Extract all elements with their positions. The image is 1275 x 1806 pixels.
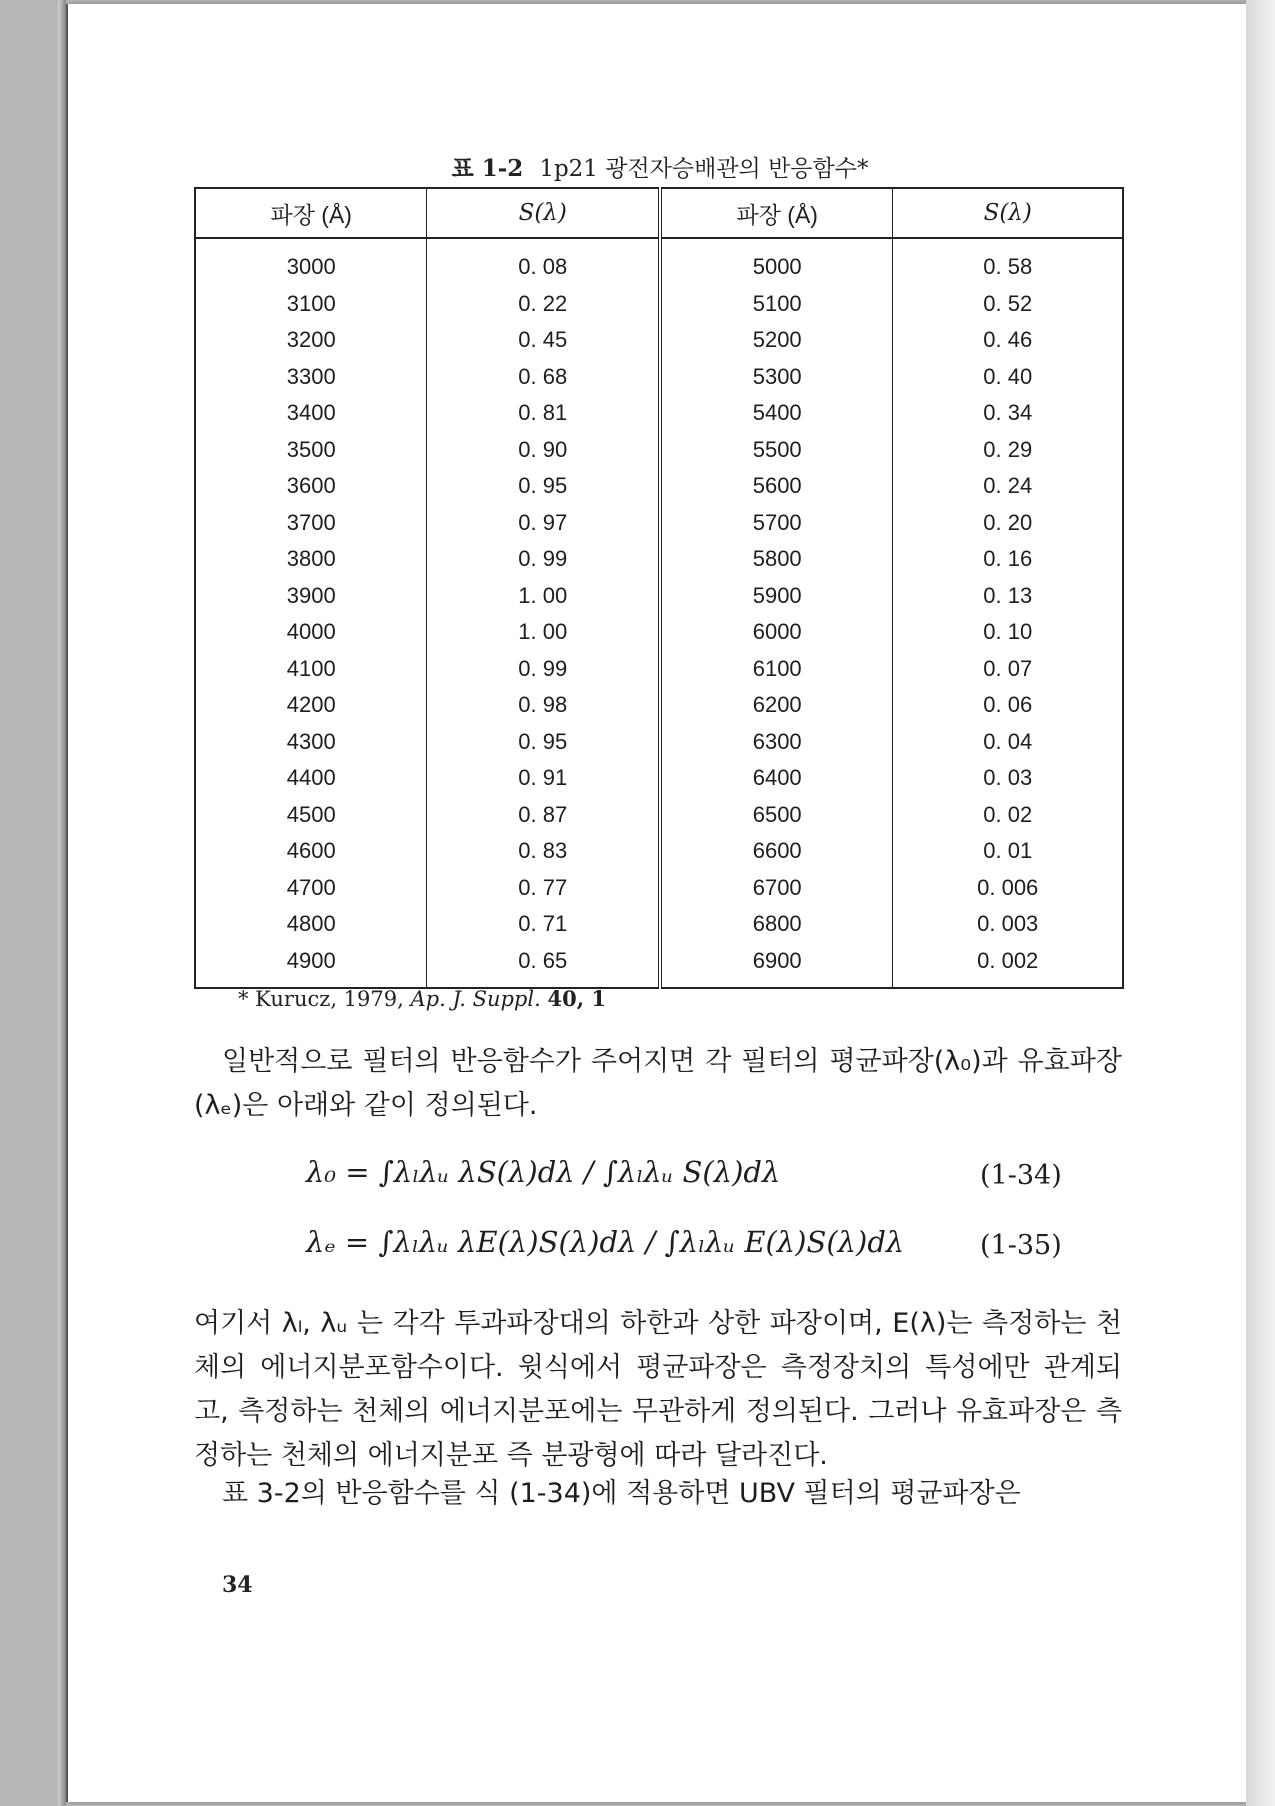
table-cell: 0. 95 (427, 468, 660, 505)
table-cell: 3300 (195, 359, 427, 396)
table-cell: 5300 (752, 363, 802, 389)
table-cell: 0. 22 (427, 286, 660, 323)
table-cell: 4800 (195, 906, 427, 943)
footnote-prefix: * Kurucz, 1979, (238, 987, 404, 1011)
table-cell: 0. 16 (893, 541, 1123, 578)
table-row (195, 906, 1123, 943)
table-row (195, 359, 1123, 396)
table-cell: 4700 (195, 870, 427, 907)
table-cell: 0. 87 (427, 797, 660, 834)
table-row (195, 541, 1123, 578)
table-cell: 6000 (752, 619, 802, 645)
table-cell: 0. 003 (893, 906, 1123, 943)
table-cell: 6100 (752, 655, 802, 681)
table-row (195, 395, 1123, 432)
header-wavelength-2: 파장 (Å) (660, 188, 893, 238)
table-row (195, 238, 1123, 286)
table-cell: 0. 98 (427, 687, 660, 724)
table-cell: 4000 (195, 614, 427, 651)
table-cell: 0. 91 (427, 760, 660, 797)
table-cell: 0. 24 (893, 468, 1123, 505)
table-cell: 3500 (195, 432, 427, 469)
table-cell: 0. 07 (893, 651, 1123, 688)
table-row (195, 578, 1123, 615)
table-footnote (238, 986, 606, 1011)
table-row (195, 651, 1123, 688)
table-cell: 3400 (195, 395, 427, 432)
table-cell: 0. 77 (427, 870, 660, 907)
table-cell: 3900 (195, 578, 427, 615)
table-cell: 3200 (195, 322, 427, 359)
table-cell: 0. 99 (427, 651, 660, 688)
table-cell: 5000 (752, 254, 802, 280)
equation-effective-wavelength: λₑ = ∫λₗλᵤ λE(λ)S(λ)dλ / ∫λₗλᵤ E(λ)S(λ)dλ (306, 1225, 905, 1259)
page-number: 34 (222, 1572, 253, 1598)
paragraph-definition: 일반적으로 필터의 반응함수가 주어지면 각 필터의 평균파장(λ₀)과 유효파장(λₑ)은 아래와 같이 정의된다. (194, 1046, 1122, 1121)
table-row (195, 870, 1123, 907)
table-cell: 4200 (195, 687, 427, 724)
table-cell: 5800 (752, 546, 802, 572)
table-cell: 0. 04 (893, 724, 1123, 761)
table-cell: 4500 (195, 797, 427, 834)
table-cell: 0. 52 (893, 286, 1123, 323)
table-cell: 0. 83 (427, 833, 660, 870)
table-row (195, 833, 1123, 870)
table-row (195, 322, 1123, 359)
table-row (195, 286, 1123, 323)
header-response-1: S(λ) (427, 188, 660, 238)
next-page-edge[interactable] (1246, 0, 1275, 1806)
table-cell: 0. 34 (893, 395, 1123, 432)
table-cell: 0. 46 (893, 322, 1123, 359)
table-caption-text: 1p21 광전자승배관의 반응함수* (539, 156, 869, 182)
table-cell: 0. 01 (893, 833, 1123, 870)
table-cell: 0. 81 (427, 395, 660, 432)
table-cell: 0. 40 (893, 359, 1123, 396)
paragraph-application: 표 3-2의 반응함수를 식 (1-34)에 적용하면 UBV 필터의 평균파장은 (222, 1478, 1021, 1509)
table-row (195, 468, 1123, 505)
table-cell: 5500 (752, 436, 802, 462)
table-cell: 1. 00 (427, 578, 660, 615)
table-cell: 0. 58 (893, 238, 1123, 286)
equation-mean-wavelength: λ₀ = ∫λₗλᵤ λS(λ)dλ / ∫λₗλᵤ S(λ)dλ (306, 1155, 781, 1189)
table-cell: 6200 (752, 692, 802, 718)
footnote-suffix: 40, 1 (547, 986, 606, 1011)
response-function-table (194, 187, 1124, 989)
table-caption (195, 150, 1125, 183)
header-wavelength-1: 파장 (Å) (195, 188, 427, 238)
table-cell: 0. 02 (893, 797, 1123, 834)
table-cell: 0. 13 (893, 578, 1123, 615)
table-cell: 4600 (195, 833, 427, 870)
table-cell: 3700 (195, 505, 427, 542)
table-cell: 0. 29 (893, 432, 1123, 469)
table-cell: 6700 (752, 874, 802, 900)
table-cell: 5900 (752, 582, 802, 608)
table-cell: 0. 20 (893, 505, 1123, 542)
table-cell: 5200 (752, 327, 802, 353)
table-cell: 6300 (752, 728, 802, 754)
table-cell: 4900 (195, 943, 427, 989)
table-caption-label: 표 1-2 (451, 155, 524, 182)
table-cell: 5400 (752, 400, 802, 426)
table-cell: 0. 08 (427, 238, 660, 286)
footnote-journal: Ap. J. Suppl. (410, 987, 541, 1011)
table-cell: 1. 00 (427, 614, 660, 651)
table-cell: 3100 (195, 286, 427, 323)
table-cell: 6400 (752, 765, 802, 791)
table-row (195, 505, 1123, 542)
table-row (195, 432, 1123, 469)
equation-number-1-35: (1-35) (980, 1230, 1062, 1261)
equation-number-1-34: (1-34) (980, 1160, 1062, 1191)
table-row (195, 943, 1123, 989)
table-cell: 0. 90 (427, 432, 660, 469)
table-cell: 6900 (660, 943, 893, 989)
table-cell: 4400 (195, 760, 427, 797)
table-cell: 0. 10 (893, 614, 1123, 651)
table-cell: 0. 006 (893, 870, 1123, 907)
table-cell: 6500 (752, 801, 802, 827)
table-cell: 0. 68 (427, 359, 660, 396)
paragraph-explanation: 여기서 λₗ, λᵤ 는 각각 투과파장대의 하한과 상한 파장이며, E(λ)는 측정하는 천체의 에너지분포함수이다. 윗식에서 평균파장은 측정장치의 특성에만 관계되고, 측정하는 천체의 에너지분포에는 무관하게 정의된다. 그러나 유효파장은 측정하는 천체의 에너지분포 즉 분광형에 따라 달라진다. (194, 1308, 1122, 1471)
table-row (195, 797, 1123, 834)
table-row (195, 760, 1123, 797)
table-cell: 0. 002 (893, 943, 1123, 989)
table-cell: 4100 (195, 651, 427, 688)
table-cell: 6600 (752, 838, 802, 864)
table-cell: 0. 65 (427, 943, 660, 989)
table-cell: 0. 97 (427, 505, 660, 542)
table-cell: 0. 99 (427, 541, 660, 578)
table-cell: 5600 (752, 473, 802, 499)
table-cell: 3800 (195, 541, 427, 578)
table-row (195, 614, 1123, 651)
table-cell: 5700 (752, 509, 802, 535)
table-cell: 3000 (195, 238, 427, 286)
table-cell: 4300 (195, 724, 427, 761)
page-stack-edge (58, 0, 66, 1806)
table-cell: 0. 06 (893, 687, 1123, 724)
header-response-2: S(λ) (893, 188, 1123, 238)
table-cell: 3600 (195, 468, 427, 505)
table-cell: 5100 (752, 290, 802, 316)
table-cell: 0. 03 (893, 760, 1123, 797)
table-cell: 6800 (752, 911, 802, 937)
table-header-row (195, 188, 1123, 238)
table-cell: 0. 95 (427, 724, 660, 761)
table-row (195, 724, 1123, 761)
table-cell: 0. 71 (427, 906, 660, 943)
table-row (195, 687, 1123, 724)
table-cell: 0. 45 (427, 322, 660, 359)
